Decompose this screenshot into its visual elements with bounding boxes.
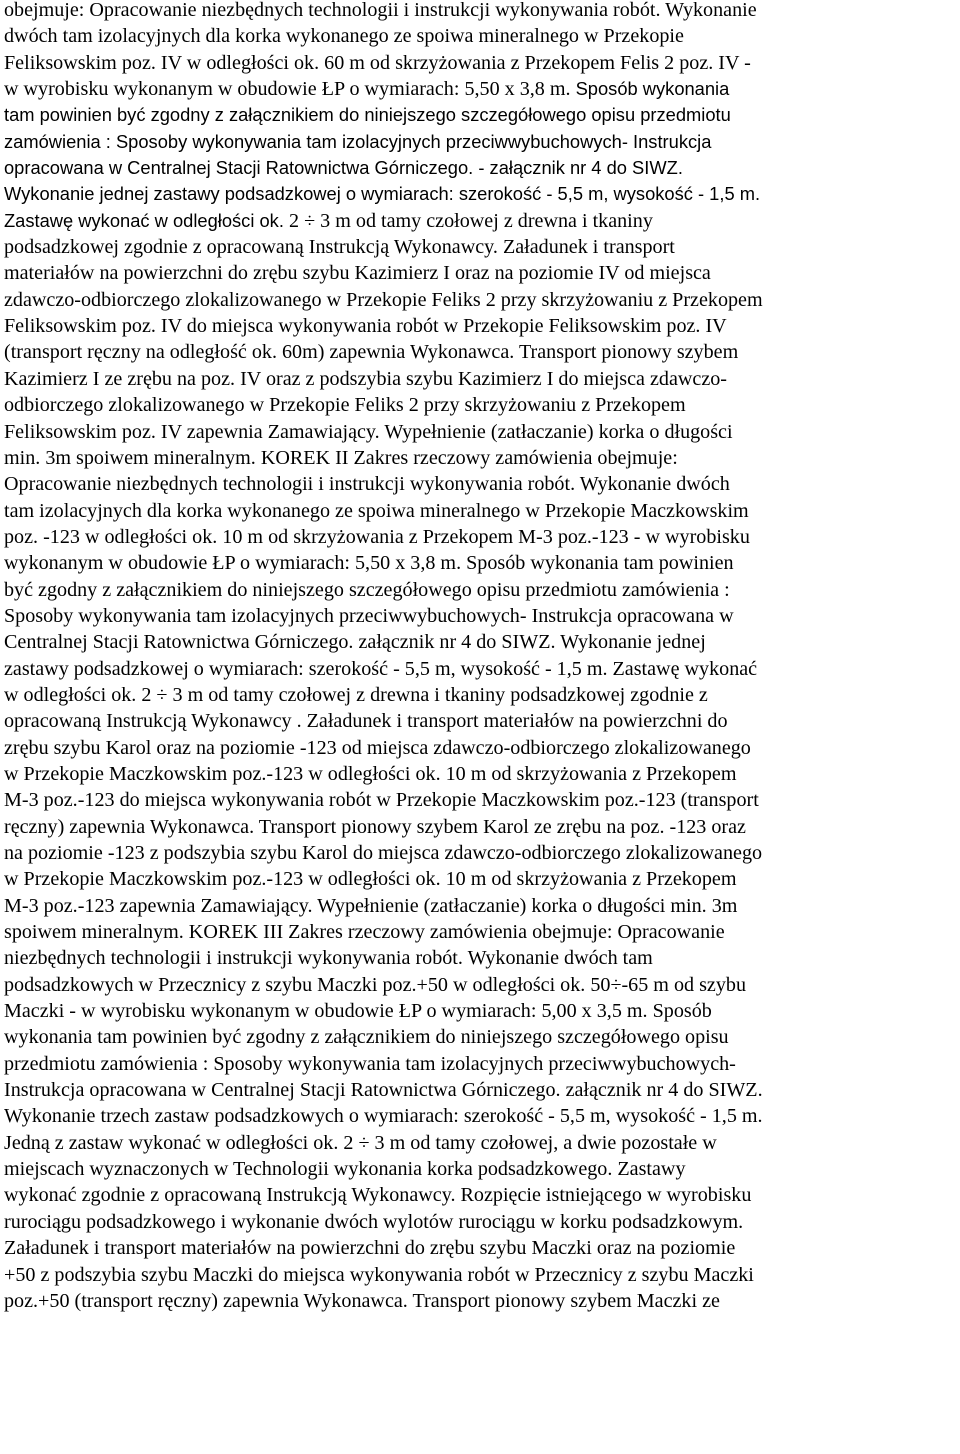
text-line xyxy=(4,155,954,181)
text-line xyxy=(4,814,954,840)
text-line xyxy=(4,260,954,286)
text-run: zastawy podsadzkowej o wymiarach: szerokość - 5,5 m, wysokość - 1,5 m. Zastawę wykonać xyxy=(4,657,758,680)
text-run: Wykonanie jednej zastawy podsadzkowej o wymiarach: szerokość - 5,5 m, wysokość - 1,5 m. xyxy=(4,183,761,205)
text-line xyxy=(4,629,954,655)
text-line xyxy=(4,208,954,234)
text-line xyxy=(4,761,954,787)
text-run: Kazimierz I ze zrębu na poz. IV oraz z podszybia szybu Kazimierz I do miejsca zdawczo- xyxy=(4,367,727,390)
text-line xyxy=(4,419,954,445)
text-line xyxy=(4,840,954,866)
text-line xyxy=(4,1288,954,1314)
text-run: w wyrobisku wykonanym w obudowie ŁP o wymiarach: 5,50 x 3,8 m. xyxy=(4,78,576,101)
text-run: na poziomie -123 z podszybia szybu Karol do miejsca zdawczo-odbiorczego zlokalizowanego xyxy=(4,842,763,864)
text-run: odbiorczego zlokalizowanego w Przekopie Feliks 2 przy skrzyżowaniu z Przekopem xyxy=(4,394,686,417)
text-run: rurociągu podsadzkowego i wykonanie dwóch wylotów rurociągu w korku podsadzkowym. xyxy=(4,1210,744,1233)
text-line xyxy=(4,603,954,629)
text-line xyxy=(4,1156,954,1182)
text-run: M-3 poz.-123 zapewnia Zamawiający. Wypełnienie (zatłaczanie) korka o długości min. 3m xyxy=(4,894,738,917)
text-line xyxy=(4,1051,954,1077)
text-line xyxy=(4,945,954,971)
text-line xyxy=(4,1235,954,1261)
text-run: materiałów na powierzchni do zrębu szybu Kazimierz I oraz na poziomie IV od miejsca xyxy=(4,262,711,285)
text-run: Sposób wykonania xyxy=(575,78,730,100)
text-run: opracowana w Centralnej Stacji Ratownictwa Górniczego. - załącznik nr 4 do SIWZ. xyxy=(4,157,683,179)
text-run: Centralnej Stacji Ratownictwa Górniczego. załącznik nr 4 do SIWZ. Wykonanie jednej xyxy=(4,631,706,654)
text-run: zamówienia : Sposoby wykonywania tam izolacyjnych przeciwwybuchowych- Instrukcja xyxy=(4,130,712,152)
text-run: podsadzkowych w Przecznicy z szybu Maczki poz.+50 w odległości ok. 50÷-65 m od szybu xyxy=(4,973,747,996)
text-line xyxy=(4,102,954,128)
text-run: Załadunek i transport materiałów na powierzchni do zrębu szybu Maczki oraz na poziomie xyxy=(4,1237,736,1260)
document-body xyxy=(4,0,958,1314)
text-line xyxy=(4,1103,954,1129)
text-run: Feliksowskim poz. IV do miejsca wykonywania robót w Przekopie Feliksowskim poz. IV xyxy=(4,315,727,338)
text-line xyxy=(4,287,954,313)
text-line xyxy=(4,23,954,49)
text-line xyxy=(4,1130,954,1156)
text-line xyxy=(4,366,954,392)
text-line xyxy=(4,550,954,576)
text-line xyxy=(4,445,954,471)
text-run: podsadzkowej zgodnie z opracowaną Instrukcją Wykonawcy. Załadunek i transport xyxy=(4,236,675,259)
text-line xyxy=(4,498,954,524)
text-run: min. 3m spoiwem mineralnym. KOREK II Zakres rzeczowy zamówienia obejmuje: xyxy=(4,446,678,469)
text-line xyxy=(4,0,954,23)
text-line xyxy=(4,50,954,76)
text-line xyxy=(4,893,954,919)
text-run: tam izolacyjnych dla korka wykonanego ze spoiwa mineralnego w Przekopie Maczkowskim xyxy=(4,499,749,522)
text-run: Feliksowskim poz. IV zapewnia Zamawiający. Wypełnienie (zatłaczanie) korka o długości xyxy=(4,420,733,443)
text-run: Maczki - w wyrobisku wykonanym w obudowie ŁP o wymiarach: 5,00 x 3,5 m. Sposób xyxy=(4,1000,712,1023)
text-line xyxy=(4,524,954,550)
text-run: wykonania tam powinien być zgodny z załącznikiem do niniejszego szczegółowego opisu xyxy=(4,1026,729,1049)
text-run: w Przekopie Maczkowskim poz.-123 w odległości ok. 10 m od skrzyżowania z Przekopem xyxy=(4,762,737,785)
text-line xyxy=(4,1262,954,1288)
text-run: Sposoby wykonywania tam izolacyjnych przeciwwybuchowych- Instrukcja opracowana w xyxy=(4,604,734,627)
text-run: poz. -123 w odległości ok. 10 m od skrzyżowania z Przekopem M-3 poz.-123 - w wyrobisku xyxy=(4,525,750,548)
text-line xyxy=(4,339,954,365)
text-run: w odległości ok. 2 ÷ 3 m od tamy czołowej z drewna i tkaniny podsadzkowej zgodnie z xyxy=(4,683,708,706)
text-line xyxy=(4,866,954,892)
text-line xyxy=(4,735,954,761)
text-line xyxy=(4,787,954,813)
text-run: przedmiotu zamówienia : Sposoby wykonywania tam izolacyjnych przeciwwybuchowych- xyxy=(4,1052,736,1075)
text-run: spoiwem mineralnym. KOREK III Zakres rzeczowy zamówienia obejmuje: Opracowanie xyxy=(4,921,725,944)
text-run: wykonać zgodnie z opracowaną Instrukcją Wykonawcy. Rozpięcie istniejącego w wyrobisku xyxy=(4,1184,752,1207)
text-line xyxy=(4,708,954,734)
text-run: dwóch tam izolacyjnych dla korka wykonanego ze spoiwa mineralnego w Przekopie xyxy=(4,25,684,48)
text-line xyxy=(4,682,954,708)
text-line xyxy=(4,76,954,102)
text-run: zdawczo-odbiorczego zlokalizowanego w Przekopie Feliks 2 przy skrzyżowaniu z Przekopem xyxy=(4,288,763,311)
text-run: Zastawę wykonać w odległości ok. xyxy=(4,209,290,231)
text-run: Jedną z zastaw wykonać w odległości ok. 2 ÷ 3 m od tamy czołowej, a dwie pozostałe w xyxy=(4,1131,717,1154)
text-run: Wykonanie trzech zastaw podsadzkowych o wymiarach: szerokość - 5,5 m, wysokość - 1,5 m. xyxy=(4,1105,763,1128)
text-run: wykonanym w obudowie ŁP o wymiarach: 5,50 x 3,8 m. Sposób wykonania tam powinien xyxy=(4,552,734,575)
text-line xyxy=(4,129,954,155)
text-line xyxy=(4,998,954,1024)
text-line xyxy=(4,1077,954,1103)
text-run: zrębu szybu Karol oraz na poziomie -123 od miejsca zdawczo-odbiorczego zlokalizowanego xyxy=(4,736,751,759)
text-run: Instrukcja opracowana w Centralnej Stacji Ratownictwa Górniczego. załącznik nr 4 do SIWZ. xyxy=(4,1079,763,1102)
text-run: 2 ÷ 3 m od tamy czołowej z drewna i tkaniny xyxy=(289,209,653,232)
text-line xyxy=(4,1024,954,1050)
text-run: M-3 poz.-123 do miejsca wykonywania robót w Przekopie Maczkowskim poz.-123 (transport xyxy=(4,789,759,812)
text-run: obejmuje: Opracowanie niezbędnych technologii i instrukcji wykonywania robót. Wykonanie xyxy=(4,0,757,21)
text-line xyxy=(4,919,954,945)
text-run: miejscach wyznaczonych w Technologii wykonania korka podsadzkowego. Zastawy xyxy=(4,1158,686,1181)
text-line xyxy=(4,392,954,418)
text-run: Feliksowskim poz. IV w odległości ok. 60 m od skrzyżowania z Przekopem Felis 2 poz. IV - xyxy=(4,51,751,74)
text-run: poz.+50 (transport ręczny) zapewnia Wykonawca. Transport pionowy szybem Maczki ze xyxy=(4,1289,720,1312)
text-run: w Przekopie Maczkowskim poz.-123 w odległości ok. 10 m od skrzyżowania z Przekopem xyxy=(4,868,737,891)
text-line xyxy=(4,656,954,682)
text-line xyxy=(4,972,954,998)
text-run: tam powinien być zgodny z załącznikiem do niniejszego szczegółowego opisu przedmiotu xyxy=(4,104,731,126)
text-run: Opracowanie niezbędnych technologii i instrukcji wykonywania robót. Wykonanie dwóch xyxy=(4,473,730,496)
text-line xyxy=(4,471,954,497)
text-line xyxy=(4,1209,954,1235)
text-run: +50 z podszybia szybu Maczki do miejsca wykonywania robót w Przecznicy z szybu Maczki xyxy=(4,1263,754,1286)
text-run: ręczny) zapewnia Wykonawca. Transport pionowy szybem Karol ze zrębu na poz. -123 oraz xyxy=(4,815,746,838)
text-line xyxy=(4,234,954,260)
text-line xyxy=(4,181,954,207)
text-run: być zgodny z załącznikiem do niniejszego szczegółowego opisu przedmiotu zamówienia : xyxy=(4,578,730,601)
text-run: (transport ręczny na odległość ok. 60m) zapewnia Wykonawca. Transport pionowy szybem xyxy=(4,341,739,364)
text-run: niezbędnych technologii i instrukcji wykonywania robót. Wykonanie dwóch tam xyxy=(4,947,653,970)
text-line xyxy=(4,1182,954,1208)
text-line xyxy=(4,577,954,603)
text-run: opracowaną Instrukcją Wykonawcy . Załadunek i transport materiałów na powierzchni do xyxy=(4,710,728,733)
text-line xyxy=(4,313,954,339)
